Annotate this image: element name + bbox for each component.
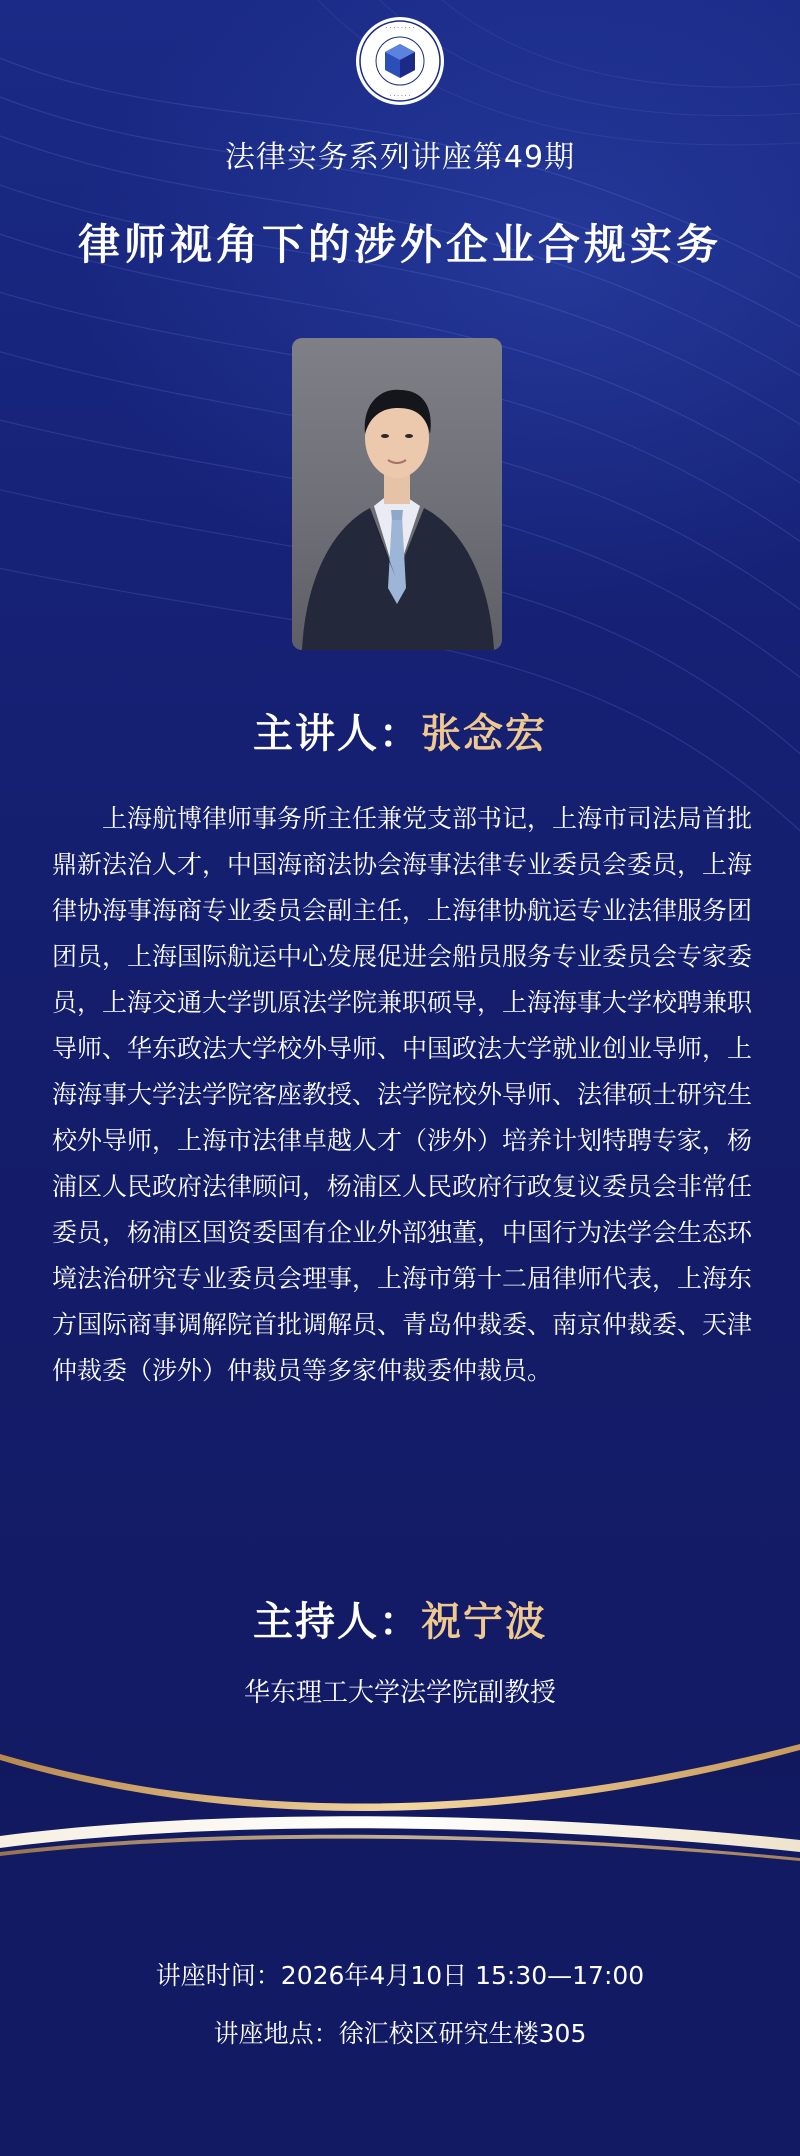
decorative-ribbon (0, 1740, 800, 1890)
lecture-location: 讲座地点：徐汇校区研究生楼305 (213, 2019, 587, 2048)
lecture-title: 律师视角下的涉外企业合规实务 (77, 220, 722, 269)
lecture-time: 讲座时间：2026年4月10日 15:30—17:00 (155, 1961, 645, 1990)
speaker-bio: 上海航博律师事务所主任兼党支部书记，上海市司法局首批鼎新法治人才，中国海商法协会海事法律专业委员会委员，上海律协海事海商专业委员会副主任，上海律协航运专业法律服务团团员，上海国际航运中心发展促进会船员服务专业委员会专家委员，上海交通大学凯原法学院兼职硕导，上海海事大学校聘兼职导师、华东政法大学校外导师、中国政法大学就业创业导师，上海海事大学法学院客座教授、法学院校外导师、法律硕士研究生校外导师，上海市法律卓越人才（涉外）培养计划特聘专家，杨浦区人民政府法律顾问，杨浦区人民政府行政复议委员会非常任委员，杨浦区国资委国有企业外部独董，中国行为法学会生态环境法治研究专业委员会理事，上海市第十二届律师代表，上海东方国际商事调解院首批调解员、青岛仲裁委、南京仲裁委、天津仲裁委（涉外）仲裁员等多家仲裁委仲裁员。 (52, 804, 753, 1385)
speaker-heading (0, 702, 800, 759)
host-name: 祝宁波 (421, 1599, 547, 1645)
host-title: 华东理工大学法学院副教授 (243, 1678, 556, 1708)
svg-text:· · · · · ·: · · · · · · (389, 93, 411, 100)
university-seal-icon (355, 16, 445, 106)
lecture-series-label: 法律实务系列讲座第49期 (224, 140, 576, 175)
speaker-portrait-photo (292, 338, 502, 650)
speaker-name: 张念宏 (421, 711, 547, 757)
svg-text:· · · · · · · ·: · · · · · · · · (385, 25, 415, 32)
speaker-label: 主讲人： (253, 711, 421, 757)
host-heading (0, 1590, 800, 1647)
host-label: 主持人： (253, 1599, 421, 1645)
